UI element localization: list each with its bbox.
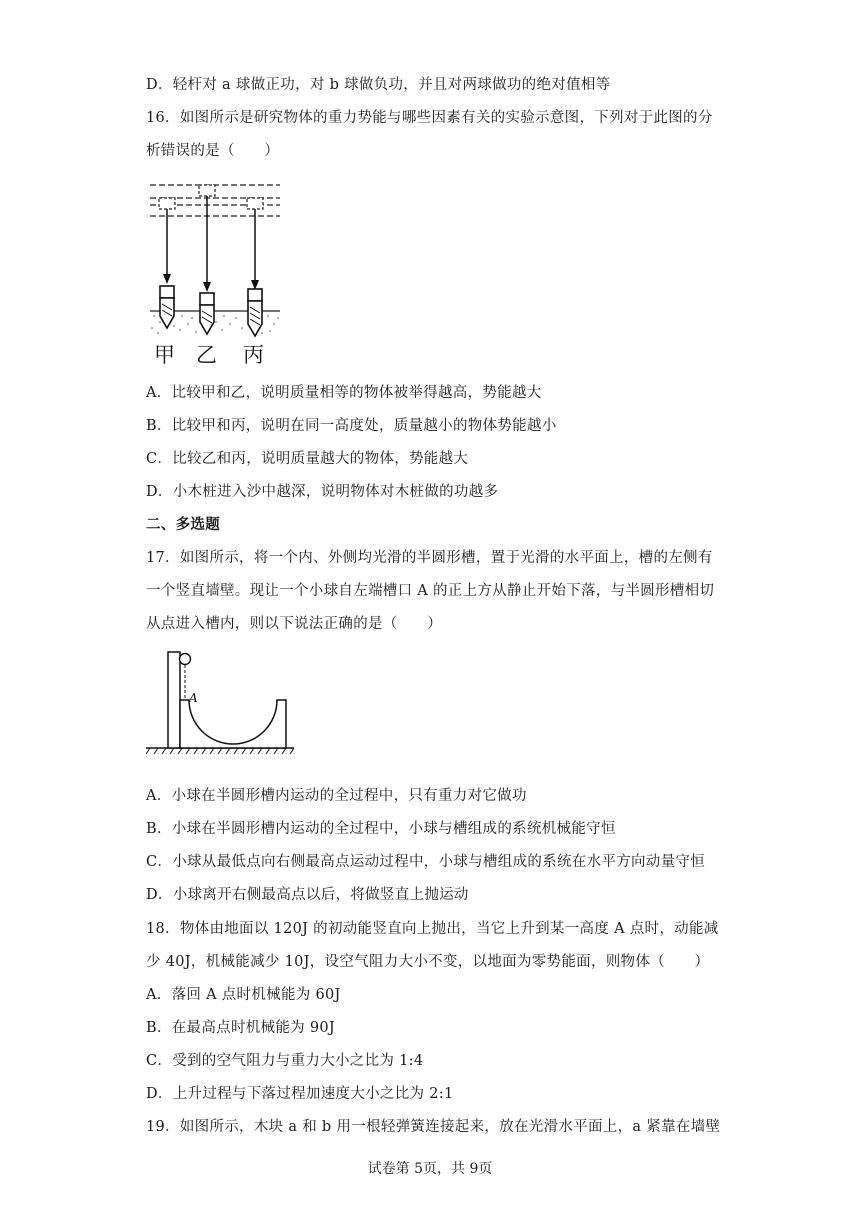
- q18-option-b: B．在最高点时机械能为 90J: [146, 1020, 336, 1036]
- q17-stem-line2: 一个竖直墙壁。现让一个小球自左端槽口 A 的正上方从静止开始下落，与半圆形槽相切: [146, 583, 715, 599]
- q17-figure-semicircular-groove: [146, 648, 296, 760]
- q16-figure-pile-experiment: [146, 176, 286, 368]
- q16-option-c: C．比较乙和丙，说明质量越大的物体，势能越大: [146, 451, 469, 467]
- point-a-label: A: [189, 691, 198, 705]
- q18-option-a: A．落回 A 点时机械能为 60J: [146, 987, 341, 1003]
- q18-stem-line2: 少 40J，机械能减少 10J，设空气阻力大小不变，以地面为零势能面，则物体（ ）: [146, 954, 710, 970]
- q16-option-d: D．小木桩进入沙中越深，说明物体对木桩做的功越多: [146, 484, 499, 500]
- q17-option-c: C．小球从最低点向右侧最高点运动过程中，小球与槽组成的系统在水平方向动量守恒: [146, 854, 705, 870]
- q17-stem-line3: 从点进入槽内，则以下说法正确的是（ ）: [146, 616, 442, 632]
- q17-stem-line1: 17．如图所示，将一个内、外侧均光滑的半圆形槽，置于光滑的水平面上，槽的左侧有: [146, 550, 713, 566]
- q18-stem-line1: 18．物体由地面以 120J 的初动能竖直向上抛出，当它上升到某一高度 A 点时，动能减: [146, 921, 719, 937]
- q16-option-a: A．比较甲和乙，说明质量相等的物体被举得越高，势能越大: [146, 385, 542, 401]
- q17-option-d: D．小球离开右侧最高点以后，将做竖直上抛运动: [146, 887, 469, 903]
- q15-option-d: D．轻杆对 a 球做正功，对 b 球做负功，并且对两球做功的绝对值相等: [146, 77, 611, 93]
- vertical-wall: [168, 652, 180, 748]
- q17-option-b: B．小球在半圆形槽内运动的全过程中，小球与槽组成的系统机械能守恒: [146, 821, 616, 837]
- label-jia: 甲: [154, 343, 175, 367]
- q18-option-d: D．上升过程与下落过程加速度大小之比为 2:1: [146, 1086, 454, 1102]
- label-bing: 丙: [243, 343, 264, 367]
- q16-option-b: B．比较甲和丙，说明在同一高度处，质量越小的物体势能越小: [146, 418, 557, 434]
- q16-stem-line1: 16．如图所示是研究物体的重力势能与哪些因素有关的实验示意图，下列对于此图的分: [146, 110, 713, 126]
- ball: [180, 654, 191, 665]
- drop-arrows: [167, 196, 255, 284]
- page-footer: 试卷第 5页，共 9页: [367, 1161, 493, 1177]
- q16-stem-line2: 析错误的是（ ）: [146, 143, 280, 159]
- q18-option-c: C．受到的空气阻力与重力大小之比为 1:4: [146, 1053, 424, 1069]
- label-yi: 乙: [196, 343, 217, 367]
- semicircular-groove: [180, 700, 286, 748]
- q17-option-a: A．小球在半圆形槽内运动的全过程中，只有重力对它做功: [146, 788, 527, 804]
- q19-stem-line1: 19．如图所示，木块 a 和 b 用一根轻弹簧连接起来，放在光滑水平面上，a 紧靠在墙壁: [146, 1119, 721, 1135]
- initial-block-outlines: [159, 185, 263, 209]
- section-title-multiple-choice: 二、多选题: [146, 516, 220, 533]
- ground-hatching: [146, 748, 294, 754]
